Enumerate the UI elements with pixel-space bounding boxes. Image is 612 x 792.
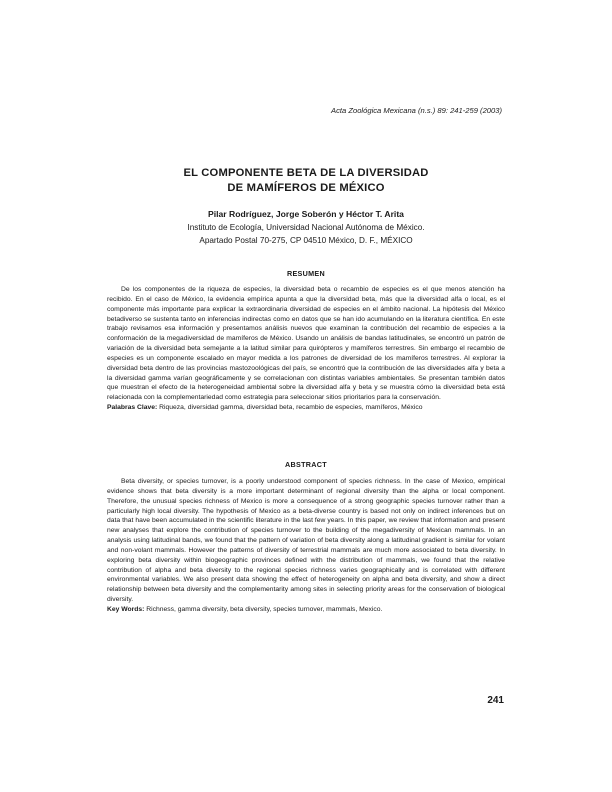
affiliation-line-1: Instituto de Ecología, Universidad Nacional Autónoma de México. — [187, 223, 425, 232]
abstract-keywords-label: Key Words: — [107, 605, 145, 613]
resumen-keywords-label: Palabras Clave: — [107, 404, 158, 412]
abstract-keywords-text: Richness, gamma diversity, beta diversity, species turnover, mammals, Mexico. — [146, 605, 383, 613]
affiliation — [0, 222, 612, 247]
abstract-heading: ABSTRACT — [285, 460, 327, 469]
article-title — [0, 166, 612, 196]
resumen-section — [107, 285, 505, 413]
journal-citation: Acta Zoológica Mexicana (n.s.) 89: 241-259 (2003) — [331, 106, 502, 115]
abstract-section — [107, 477, 505, 615]
page-number: 241 — [487, 695, 504, 706]
resumen-body: De los componentes de la riqueza de especies, la diversidad beta o recambio de especies es el que menos atención ha recibido. En el caso de México, la evidencia empírica apunta a que la diversidad beta, más que la diversidad alfa o local, es el componente más importante para explicar la extraordinaria diversidad de especies en el ámbito nacional. La hipótesis del México betadiverso se sustenta tanto en inferencias indirectas como en datos que se han ido acumulando en la literatura científica. En este trabajo revisamos esa información y presentamos análisis nuevos que examinan la contribución del recambio de especies a la conformación de la megadiversidad de mamíferos de México. Usando un análisis de bandas latitudinales, se encontró un patrón de variación de la diversidad beta semejante a la latitud similar para quirópteros y mamíferos terrestres. Sin embargo el recambio de especies es un componente escalado en mayor medida a los patrones de diversidad de los mamíferos terrestres. Al explorar la diversidad beta dentro de las provincias mastozoológicas del país, se encontró que la contribución de las diversidades alfa y beta a la diversidad gamma varían geográficamente y se correlacionan con distintas variables ambientales. Se presentan también datos que muestran el efecto de la heterogeneidad ambiental sobre la diversidad alfa y beta y se muestra cómo la diversidad beta está relacionada con la complementariedad como estrategia para seleccionar sitios prioritarios para la conservación. — [107, 286, 505, 402]
title-line-1: EL COMPONENTE BETA DE LA DIVERSIDAD — [183, 167, 429, 179]
affiliation-line-2: Apartado Postal 70-275, CP 04510 México, D. F., MÉXICO — [199, 235, 413, 245]
resumen-keywords-text: Riqueza, diversidad gamma, diversidad beta, recambio de especies, mamíferos, México — [159, 404, 423, 412]
author-list: Pilar Rodríguez, Jorge Soberón y Héctor T. Arita — [208, 209, 404, 219]
title-line-2: DE MAMÍFEROS DE MÉXICO — [227, 182, 385, 194]
abstract-body: Beta diversity, or species turnover, is a poorly understood component of species richness. In the case of Mexico, empirical evidence shows that beta diversity is a more important determinant of regional diversity than the alpha or local component. Therefore, the unusual species richness of Mexico is more a consequence of a strong geographic species turnover rather than a particularly high local diversity. The hypothesis of Mexico as a beta-diverse country is based not only on indirect inferences but on data that have been accumulated in the scientific literature in the last few years. In this paper, we review that information and present new analyses that explore the contribution of species turnover to the building of the megadiversity of Mexican mammals. In an analysis using latitudinal bands, we found that the pattern of variation of beta diversity along a latitudinal gradient is similar for volant and non-volant mammals. However the patterns of diversity of terrestrial mammals are much more associated to beta diversity. In exploring beta diversity within biogeographic provinces defined with the distribution of mammals, we found that the relative contribution of alpha and beta diversity to the regional species richness varies geographically and is correlated with different environmental variables. We also present data showing the effect of heterogeneity on alpha and beta diversity, and show a direct relationship between beta diversity and the complementarity among sites in selecting priority areas for the conservation of biological diversity. — [107, 478, 505, 604]
resumen-heading: RESUMEN — [286, 269, 326, 278]
resumen-keywords — [107, 403, 505, 413]
abstract-keywords — [107, 605, 505, 615]
